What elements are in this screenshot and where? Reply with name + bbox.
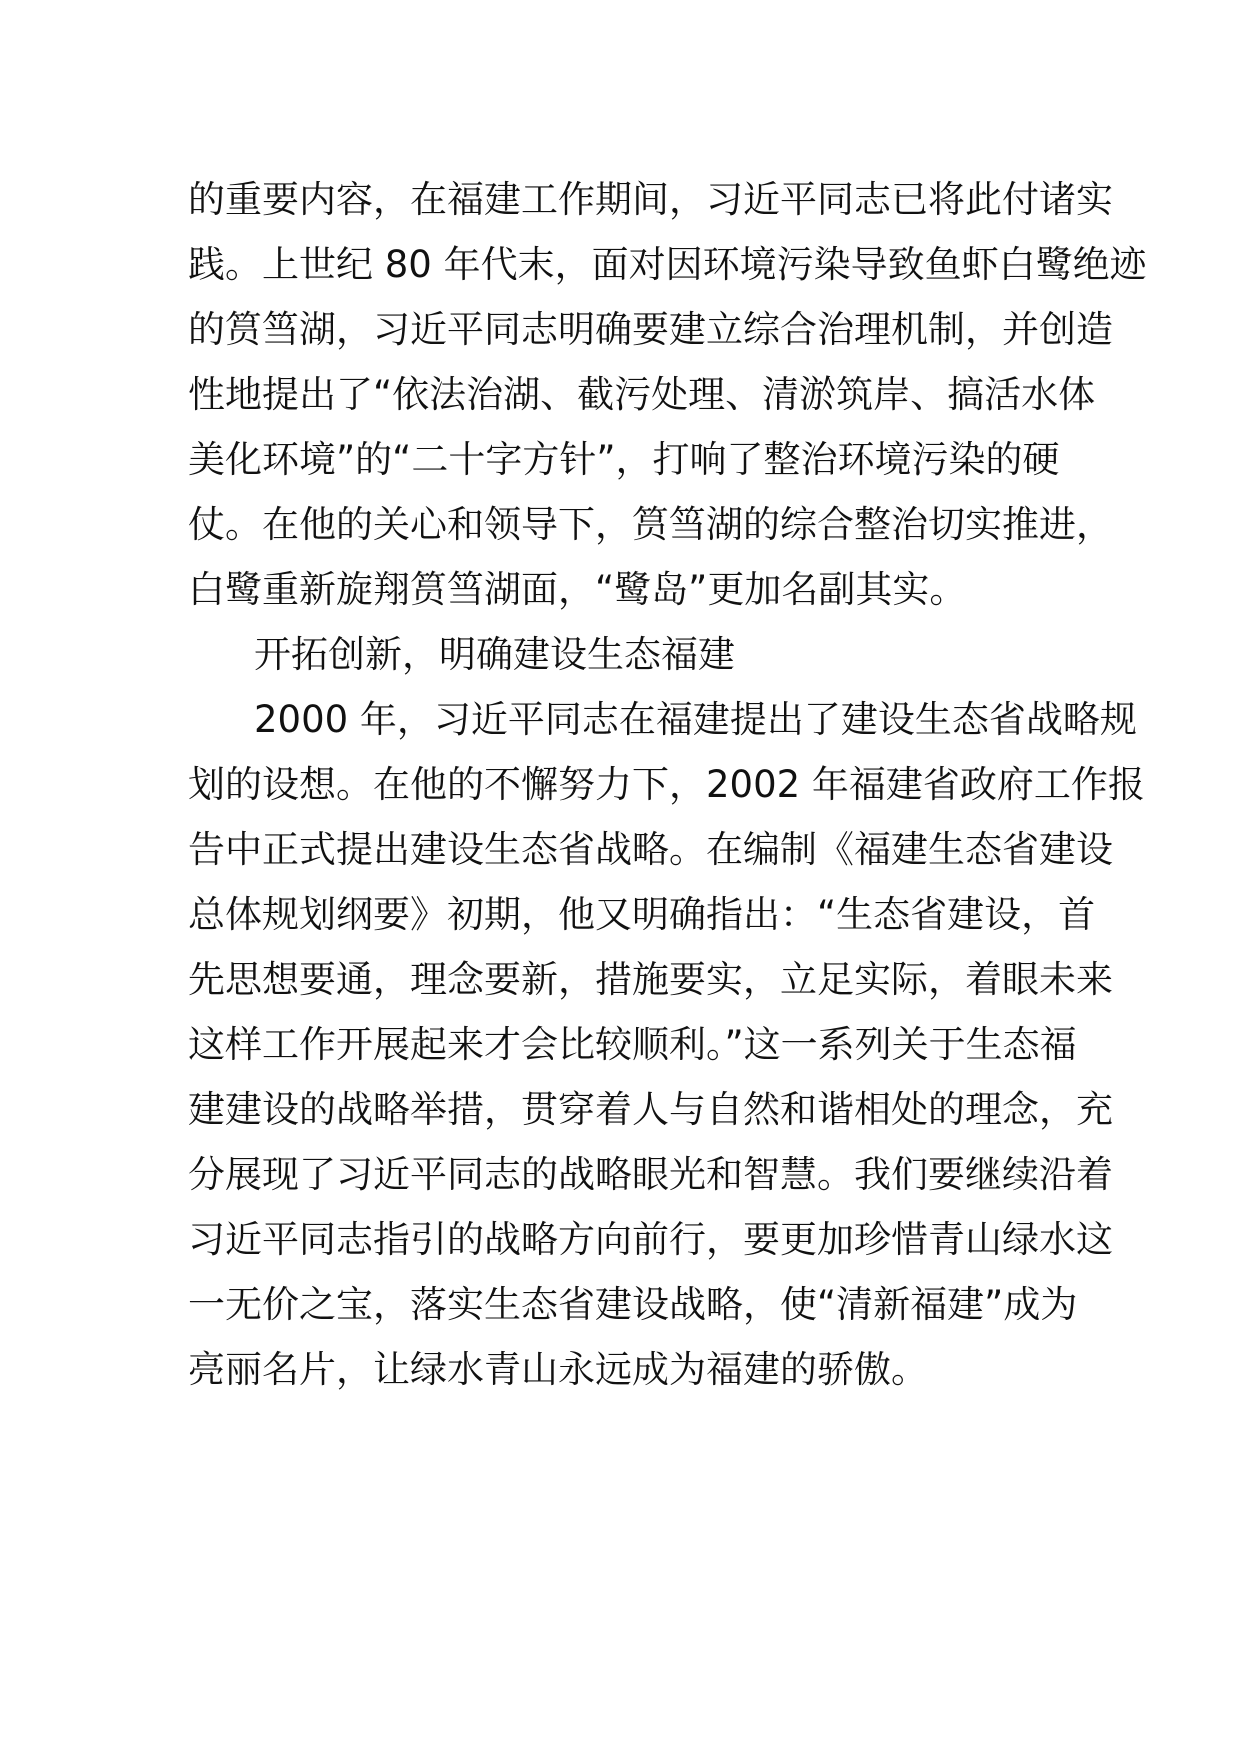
text-line: 告中正式提出建设生态省战略。在编制《福建生态省建设 bbox=[188, 828, 1113, 871]
text-line: 性地提出了“依法治湖、截污处理、清淤筑岸、搞活水体 bbox=[188, 373, 1096, 416]
heading-line: 开拓创新，明确建设生态福建 bbox=[254, 633, 735, 676]
text-line: 总体规划纲要》初期，他又明确指出：“生态省建设，首 bbox=[188, 893, 1096, 936]
text-line: 2000 年，习近平同志在福建提出了建设生态省战略规 bbox=[254, 698, 1137, 741]
text-line: 先思想要通，理念要新，措施要实，立足实际，着眼未来 bbox=[188, 958, 1113, 1001]
section-heading bbox=[188, 622, 1068, 687]
text-line: 的筼筜湖，习近平同志明确要建立综合治理机制，并创造 bbox=[188, 308, 1113, 351]
text-line: 白鹭重新旋翔筼筜湖面，“鹭岛”更加名副其实。 bbox=[188, 568, 967, 611]
paragraph-2 bbox=[188, 687, 1145, 1402]
text-line: 美化环境”的“二十字方针”，打响了整治环境污染的硬 bbox=[188, 438, 1060, 481]
text-line: 这样工作开展起来才会比较顺利。”这一系列关于生态福 bbox=[188, 1023, 1077, 1066]
text-line: 建建设的战略举措，贯穿着人与自然和谐相处的理念，充 bbox=[188, 1088, 1113, 1131]
paragraph-1 bbox=[188, 167, 1147, 622]
text-line: 的重要内容，在福建工作期间，习近平同志已将此付诸实 bbox=[188, 178, 1113, 221]
text-line: 划的设想。在他的不懈努力下，2002 年福建省政府工作报 bbox=[188, 763, 1145, 806]
text-line: 习近平同志指引的战略方向前行，要更加珍惜青山绿水这 bbox=[188, 1218, 1113, 1261]
text-line: 一无价之宝，落实生态省建设战略，使“清新福建”成为 bbox=[188, 1283, 1078, 1326]
text-line: 践。上世纪 80 年代末，面对因环境污染导致鱼虾白鹭绝迹 bbox=[188, 243, 1147, 286]
text-line: 仗。在他的关心和领导下，筼筜湖的综合整治切实推进， bbox=[188, 503, 1113, 546]
text-line: 分展现了习近平同志的战略眼光和智慧。我们要继续沿着 bbox=[188, 1153, 1113, 1196]
text-line: 亮丽名片，让绿水青山永远成为福建的骄傲。 bbox=[188, 1348, 928, 1391]
document-body bbox=[188, 167, 1147, 1402]
